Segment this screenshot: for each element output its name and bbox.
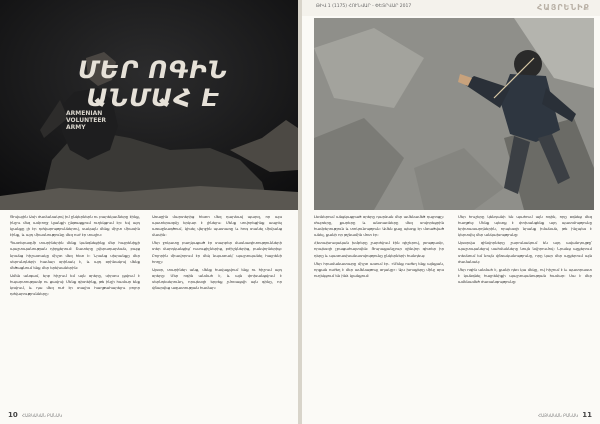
issue-info: ԹԻՎ 1 (1175) ՀՈՒՆՎԱՐ - ՓԵՏՐՎԱՐ 2017 — [316, 4, 412, 9]
section-title: ՀԱՅՐԵՆԻՔ — [536, 3, 590, 12]
paragraph: Ամեն անգամ, երբ հիշում եմ այն օրերը, սիրտս լցվում է հպարտությամբ ու ցավով։ Մենք գիտեինք, թե ինչի համար ենք կռվում, և դա մեզ ուժ էր տալիս հաղթահարելու բոլոր դժվարությունները։ — [10, 272, 140, 297]
paragraph: Մեր ոգին անմահ է, քանի դեռ կա մեկը, ով հիշում է և պատրաստ է կանգնել հայրենիքի պաշտպանության համար։ Սա է մեր ամենամեծ ժառանգությունը։ — [458, 266, 592, 284]
paragraph: Պատերազմի տարիներին մենք կանգնեցինք մեր հայրենիքի պաշտպանության դիրքերում։ Շատերը չվերադարձան, բայց նրանց հիշատակը միշտ մեզ հետ է։ Նրանց սխրանքը մեր սերունդների համար օրինակ է, և այդ օրինակով մենք մեծացնում ենք մեր երեխաներին։ — [10, 240, 140, 270]
right-text-column-2 — [458, 214, 592, 404]
shirt-line: ARMENIAN — [66, 110, 103, 117]
shirt-print — [66, 110, 106, 131]
paragraph: Այսօր, տարիներ անց, մենք հավաքվում ենք ու հիշում այդ օրերը։ Մեր ոգին անմահ է, և այն փոխանցվում է սերնդեսերունդ, որպեսզի երբեք չմոռացվի այն գինը, որ վճարվեց ազատության համար։ — [152, 266, 282, 291]
left-text-column-1 — [10, 214, 140, 404]
paragraph: Մեր ջոկատը բաղկացած էր տարբեր մասնագիտությունների տեր մարդկանցից՝ ուսուցիչներից, բժիշկներից, բանվորներից։ Բոլորին միավորում էր մեկ նպատակ՝ պաշտպանել հայրենի հողը։ — [152, 240, 282, 264]
page-footer: ՀԱՅԿԱԿԱՆ ԲԱՆԱԿ — [538, 413, 578, 418]
page-number: 10 — [8, 411, 18, 419]
right-text-column-1 — [314, 214, 444, 404]
left-photo — [0, 0, 298, 210]
left-page — [0, 0, 298, 424]
page-footer: ՀԱՅԿԱԿԱՆ ԲԱՆԱԿ — [22, 413, 62, 418]
article-title: ՄԵՐ ՈԳԻՆ ԱՆՄԱՀ Է — [77, 56, 229, 112]
paragraph: Հետախուզական խմբերը շարժվում էին գիշերով, լռությամբ, որպեսզի չբացահայտվեն։ Յուրաքանչյուր զինվոր գիտեր իր դերը և պատասխանատվությունը ընկերների հանդեպ։ — [314, 240, 444, 258]
paragraph: Մեր հրամանատարը միշտ ասում էր. «Մենք ուժեղ ենք այնքան, որքան ուժեղ է մեր ամենաթույլ օղակը»։ Այս խոսքերը մինչ օրս ուղեկցում են ինձ կյանքում։ — [314, 260, 444, 278]
paragraph: Մեր հուշերը կենդանի են պահում այն ոգին, որը օգնեց մեզ հաղթել։ Մենք պետք է փոխանցենք այդ պատմությունը երիտասարդներին, որպեսզի նրանք իմանան, թե ինչպես է կերտվել մեր անկախությունը։ — [458, 214, 592, 238]
paragraph: Լեռներում անցկացրած օրերը դարձան մեր ամենամեծ դպրոցը։ Ժայռերը, քարերը և անտառները մեզ սովորեցրին համբերություն և տոկունություն։ Ամեն քայլ պետք էր մտածված անել, քանի որ թշնամին մոտ էր։ — [314, 214, 444, 238]
paragraph: Այսօրվա զինվորները շարունակում են այդ ավանդույթը՝ պաշտպանելով սահմանները նույն նվիրումով։ Նրանց աչքերում տեսնում եմ նույն վճռականությունը, որը կար մեր աչքերում այն ժամանակ։ — [458, 240, 592, 264]
page-number: 11 — [582, 411, 592, 419]
left-text-column-2 — [152, 214, 282, 404]
right-photo — [314, 18, 594, 210]
soldier-climbing-rocks-image — [314, 18, 594, 210]
right-page — [302, 0, 600, 424]
paragraph: Առաջին մարտերից հետո մեզ դարձավ պարզ, որ այս պատերազմը երկար է լինելու։ Մենք սովորեցինք ապրել առաջնագծում, կիսել վերջին պատառը և հոգ տանել միմյանց մասին։ — [152, 214, 282, 238]
shirt-line: ARMY — [66, 124, 86, 131]
shirt-line: VOLUNTEER — [66, 117, 107, 124]
paragraph: Ծովային Ասի ժամանակով իմ ընկերներն ու բարեկամները էինք, ինչու մեզ ամբողջ կյանքի ընթացքում ուղեկցում էր։ Եվ այդ կյանքը լի էր դժվարություններով, սակայն մենք միշտ միասին էինք, և այդ միասնությունը մեզ ուժ էր տալիս։ — [10, 214, 140, 238]
page-header — [302, 0, 600, 16]
